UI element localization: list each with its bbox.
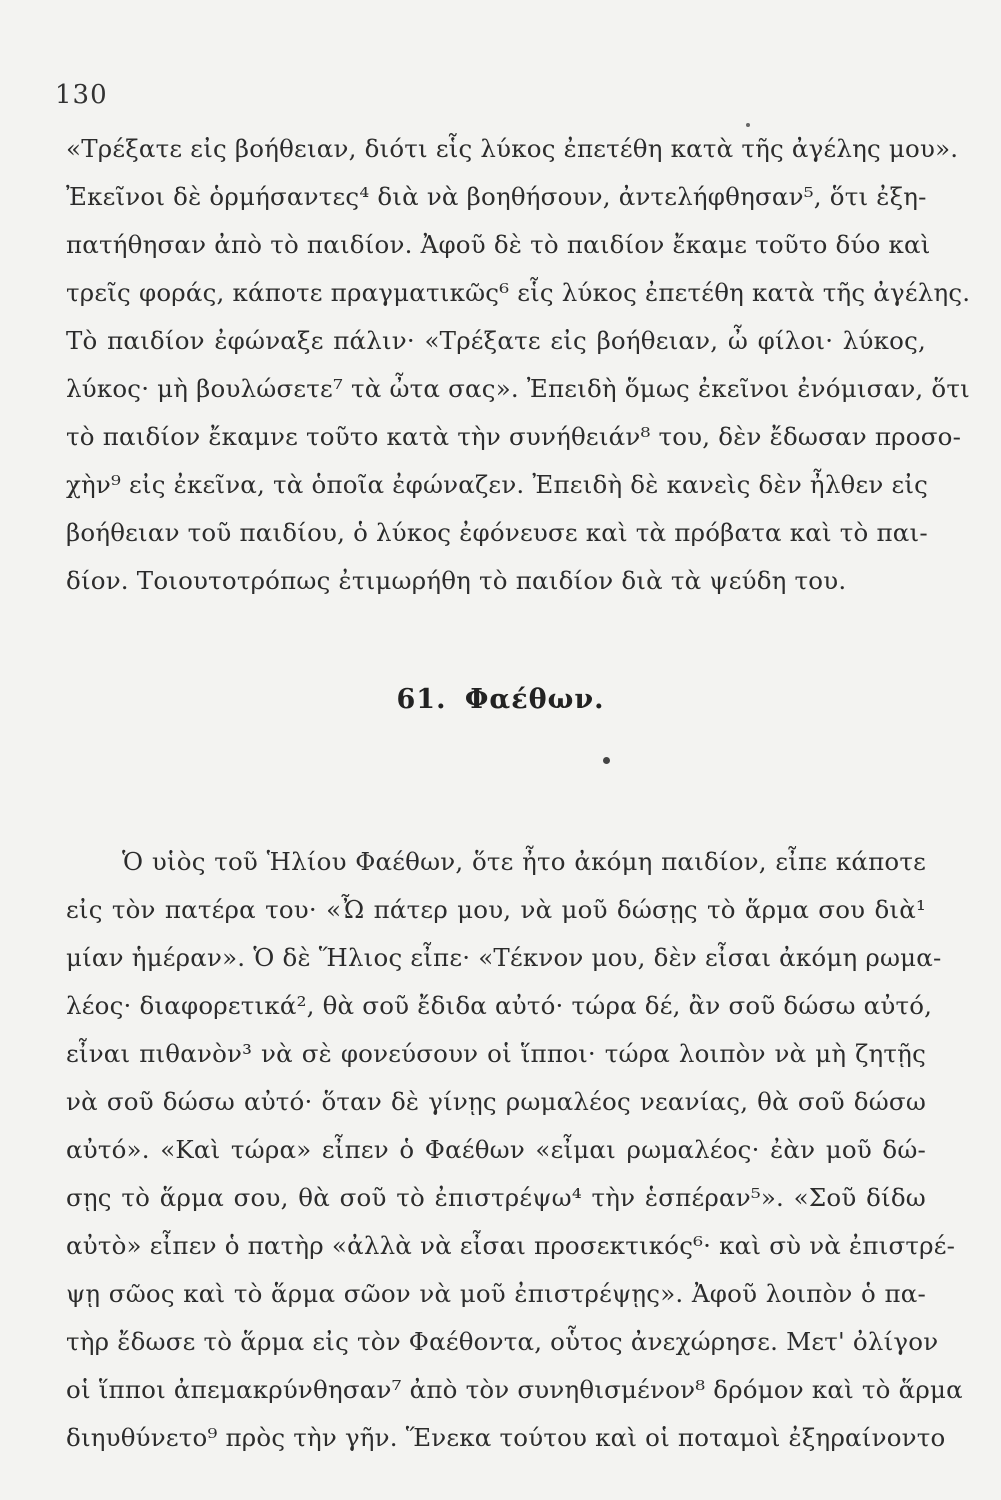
text-line: οἱ ἵπποι ἀπεμακρύνθησαν⁷ ἀπὸ τὸν συνηθισμένον⁸ δρόμον καὶ τὸ ἅρμα xyxy=(66,1375,963,1404)
section-number: 61. xyxy=(396,684,447,715)
text-line: βοήθειαν τοῦ παιδίου, ὁ λύκος ἐφόνευσε καὶ τὰ πρόβατα καὶ τὸ παι- xyxy=(66,518,928,547)
text-line: τὸ παιδίον ἔκαμνε τοῦτο κατὰ τὴν συνήθειάν⁸ του, δὲν ἔδωσαν προσο- xyxy=(66,422,962,451)
paragraph-phaethon xyxy=(66,838,963,1462)
text-line: εἶναι πιθανὸν³ νὰ σὲ φονεύσουν οἱ ἵπποι· τώρα λοιπὸν νὰ μὴ ζητῇς xyxy=(66,1039,926,1068)
text-line: «Τρέξατε εἰς βοήθειαν, διότι εἷς λύκος ἐπετέθη κατὰ τῆς ἀγέλης μου». xyxy=(66,134,959,163)
text-line: Τὸ παιδίον ἐφώναξε πάλιν· «Τρέξατε εἰς βοήθειαν, ὦ φίλοι· λύκος, xyxy=(66,326,926,355)
section-heading xyxy=(0,684,1001,715)
text-line: Ἐκεῖνοι δὲ ὁρμήσαντες⁴ διὰ νὰ βοηθήσουν, ἀντελήφθησαν⁵, ὅτι ἐξη- xyxy=(66,182,927,211)
text-line: λύκος· μὴ βουλώσετε⁷ τὰ ὦτα σας». Ἐπειδὴ ὅμως ἐκεῖνοι ἐνόμισαν, ὅτι xyxy=(66,374,970,403)
text-line: τρεῖς φοράς, κάποτε πραγματικῶς⁶ εἷς λύκος ἐπετέθη κατὰ τῆς ἀγέλης. xyxy=(66,278,971,307)
text-line: εἰς τὸν πατέρα του· «Ὦ πάτερ μου, νὰ μοῦ δώσῃς τὸ ἅρμα σου διὰ¹ xyxy=(66,895,926,924)
text-line: διηυθύνετο⁹ πρὸς τὴν γῆν. Ἕνεκα τούτου καὶ οἱ ποταμοὶ ἐξηραίνοντο xyxy=(66,1423,946,1452)
text-line: ψῃ σῶος καὶ τὸ ἅρμα σῶον νὰ μοῦ ἐπιστρέψῃς». Ἀφοῦ λοιπὸν ὁ πα- xyxy=(66,1279,926,1308)
text-line: σῃς τὸ ἅρμα σου, θὰ σοῦ τὸ ἐπιστρέψω⁴ τὴν ἑσπέραν⁵». «Σοῦ δίδω xyxy=(66,1183,926,1212)
text-line: λέος· διαφορετικά², θὰ σοῦ ἔδιδα αὐτό· τώρα δέ, ἂν σοῦ δώσω αὐτό, xyxy=(66,991,933,1020)
text-line: αὐτό». «Καὶ τώρα» εἶπεν ὁ Φαέθων «εἶμαι ρωμαλέος· ἐὰν μοῦ δώ- xyxy=(66,1135,926,1164)
text-line: Ὁ υἱὸς τοῦ Ἡλίου Φαέθων, ὅτε ἦτο ἀκόμη παιδίον, εἶπε κάποτε xyxy=(122,847,926,876)
text-line: πατήθησαν ἀπὸ τὸ παιδίον. Ἀφοῦ δὲ τὸ παιδίον ἔκαμε τοῦτο δύο καὶ xyxy=(66,230,931,259)
text-line: νὰ σοῦ δώσω αὐτό· ὅταν δὲ γίνῃς ρωμαλέος νεανίας, θὰ σοῦ δώσω xyxy=(66,1087,926,1116)
text-line: δίον. Τοιουτοτρόπως ἐτιμωρήθη τὸ παιδίον διὰ τὰ ψεύδη του. xyxy=(66,566,847,595)
text-line: αὐτὸ» εἶπεν ὁ πατὴρ «ἀλλὰ νὰ εἶσαι προσεκτικός⁶· καὶ σὺ νὰ ἐπιστρέ- xyxy=(66,1231,956,1260)
paragraph-continuation xyxy=(66,125,971,605)
ornament-dot xyxy=(603,757,610,764)
text-line: μίαν ἡμέραν». Ὁ δὲ Ἥλιος εἶπε· «Τέκνον μου, δὲν εἶσαι ἀκόμη ρωμα- xyxy=(66,943,942,972)
page-number: 130 xyxy=(55,80,108,110)
section-title: Φαέθων. xyxy=(464,684,605,715)
text-line: τὴρ ἔδωσε τὸ ἅρμα εἰς τὸν Φαέθοντα, οὗτος ἀνεχώρησε. Μετ' ὀλίγον xyxy=(66,1327,939,1356)
text-line: χὴν⁹ εἰς ἐκεῖνα, τὰ ὁποῖα ἐφώναζεν. Ἐπειδὴ δὲ κανεὶς δὲν ἦλθεν εἰς xyxy=(66,470,929,499)
